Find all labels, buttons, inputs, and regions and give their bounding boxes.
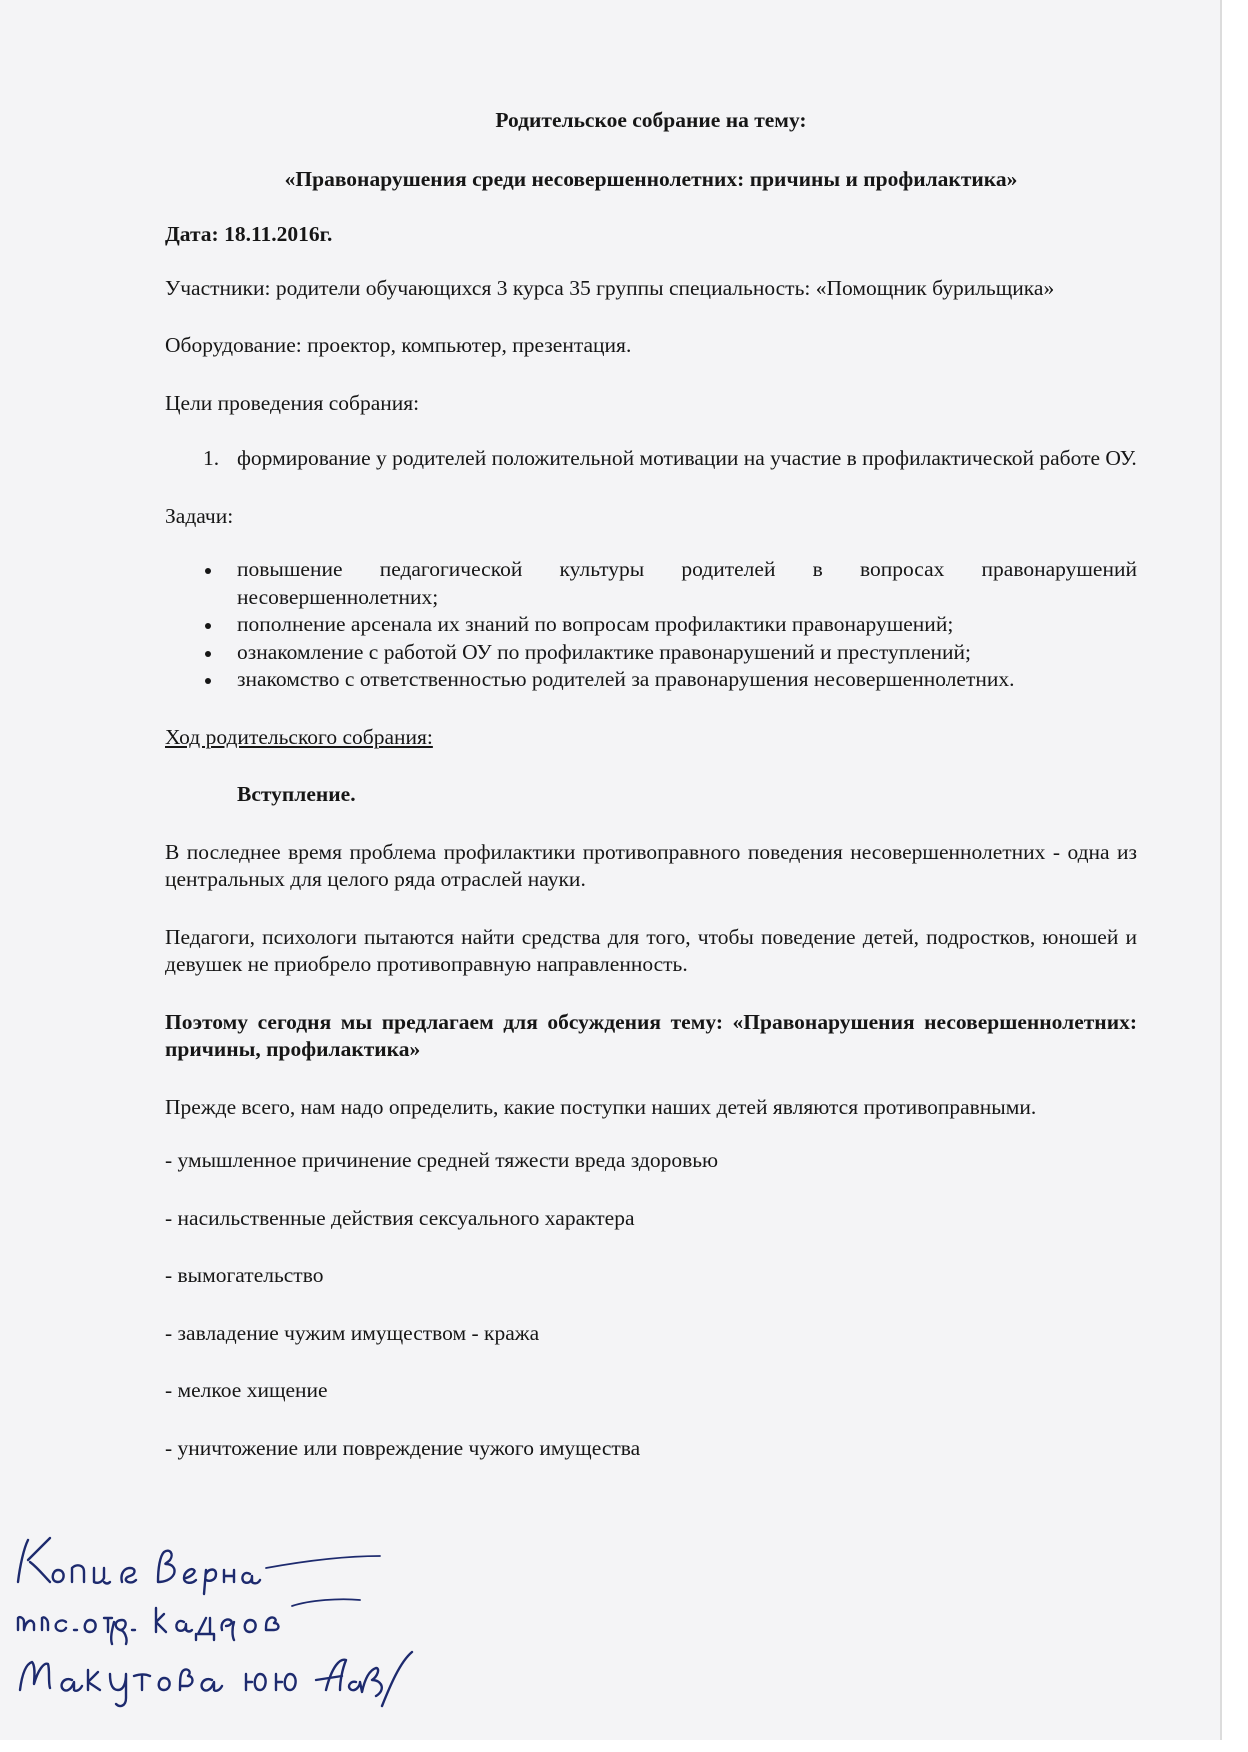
bullet-icon	[205, 623, 211, 629]
equipment-text: Оборудование: проектор, компьютер, презентация.	[165, 333, 632, 357]
handwritten-certification	[10, 1530, 630, 1710]
goal-number: 1.	[203, 446, 220, 470]
offense-item: - умышленное причинение средней тяжести вреда здоровью	[165, 1148, 719, 1172]
participants-text: Участники: родители обучающихся 3 курса 35 группы специальность: «Помощник бурильщика»	[165, 275, 1055, 300]
task-item	[165, 611, 1137, 639]
task-text: пополнение арсенала их знаний по вопросам профилактики правонарушений;	[237, 612, 954, 636]
paragraph-4: Прежде всего, нам надо определить, какие поступки наших детей являются противоправными.	[165, 1094, 1037, 1119]
paragraph-3: Поэтому сегодня мы предлагаем для обсуждения тему: «Правонарушения несовершеннолетних: причины, профилактика»	[165, 1009, 1137, 1061]
bullet-icon	[205, 651, 211, 657]
paragraph-1: В последнее время проблема профилактики противоправного поведения несовершеннолетних - одна из центральных для целого ряда отраслей науки.	[165, 839, 1137, 891]
tasks-heading: Задачи:	[165, 503, 234, 528]
document-subtitle: «Правонарушения среди несовершеннолетних: причины и профилактика»	[284, 166, 1018, 191]
paragraph-2: Педагоги, психологи пытаются найти средства для того, чтобы поведение детей, подростков, юношей и девушек не приобрело противоправную направленность.	[165, 924, 1137, 976]
progress-heading: Ход родительского собрания:	[165, 724, 433, 749]
goals-list	[165, 445, 1137, 473]
offense-item: - насильственные действия сексуального характера	[165, 1205, 635, 1230]
goals-heading: Цели проведения собрания:	[165, 390, 420, 415]
offense-item: - мелкое хищение	[165, 1378, 328, 1402]
goal-text: формирование у родителей положительной мотивации на участие в профилактической работе ОУ.	[237, 446, 1137, 470]
bullet-icon	[205, 568, 211, 574]
document-body	[165, 107, 1137, 1462]
document-title: Родительское собрание на тему:	[495, 108, 807, 132]
task-item	[165, 639, 1137, 667]
task-text: знакомство с ответственностью родителей за правонарушения несовершеннолетних.	[237, 667, 1015, 691]
intro-heading: Вступление.	[237, 782, 356, 806]
task-text: повышение педагогической культуры родителей в вопросах правонарушений несовершеннолетних;	[237, 557, 1137, 609]
offense-item: - завладение чужим имуществом - кража	[165, 1320, 540, 1345]
offenses-list	[165, 1147, 1137, 1462]
offense-item: - уничтожение или повреждение чужого имущества	[165, 1435, 641, 1460]
offense-item: - вымогательство	[165, 1263, 324, 1287]
task-item	[165, 556, 1137, 611]
task-item	[165, 666, 1137, 694]
goal-item	[165, 445, 1137, 473]
task-text: ознакомление с работой ОУ по профилактике правонарушений и преступлений;	[237, 639, 972, 664]
bullet-icon	[205, 678, 211, 684]
meeting-date: Дата: 18.11.2016г.	[165, 222, 333, 246]
tasks-list	[165, 556, 1137, 694]
